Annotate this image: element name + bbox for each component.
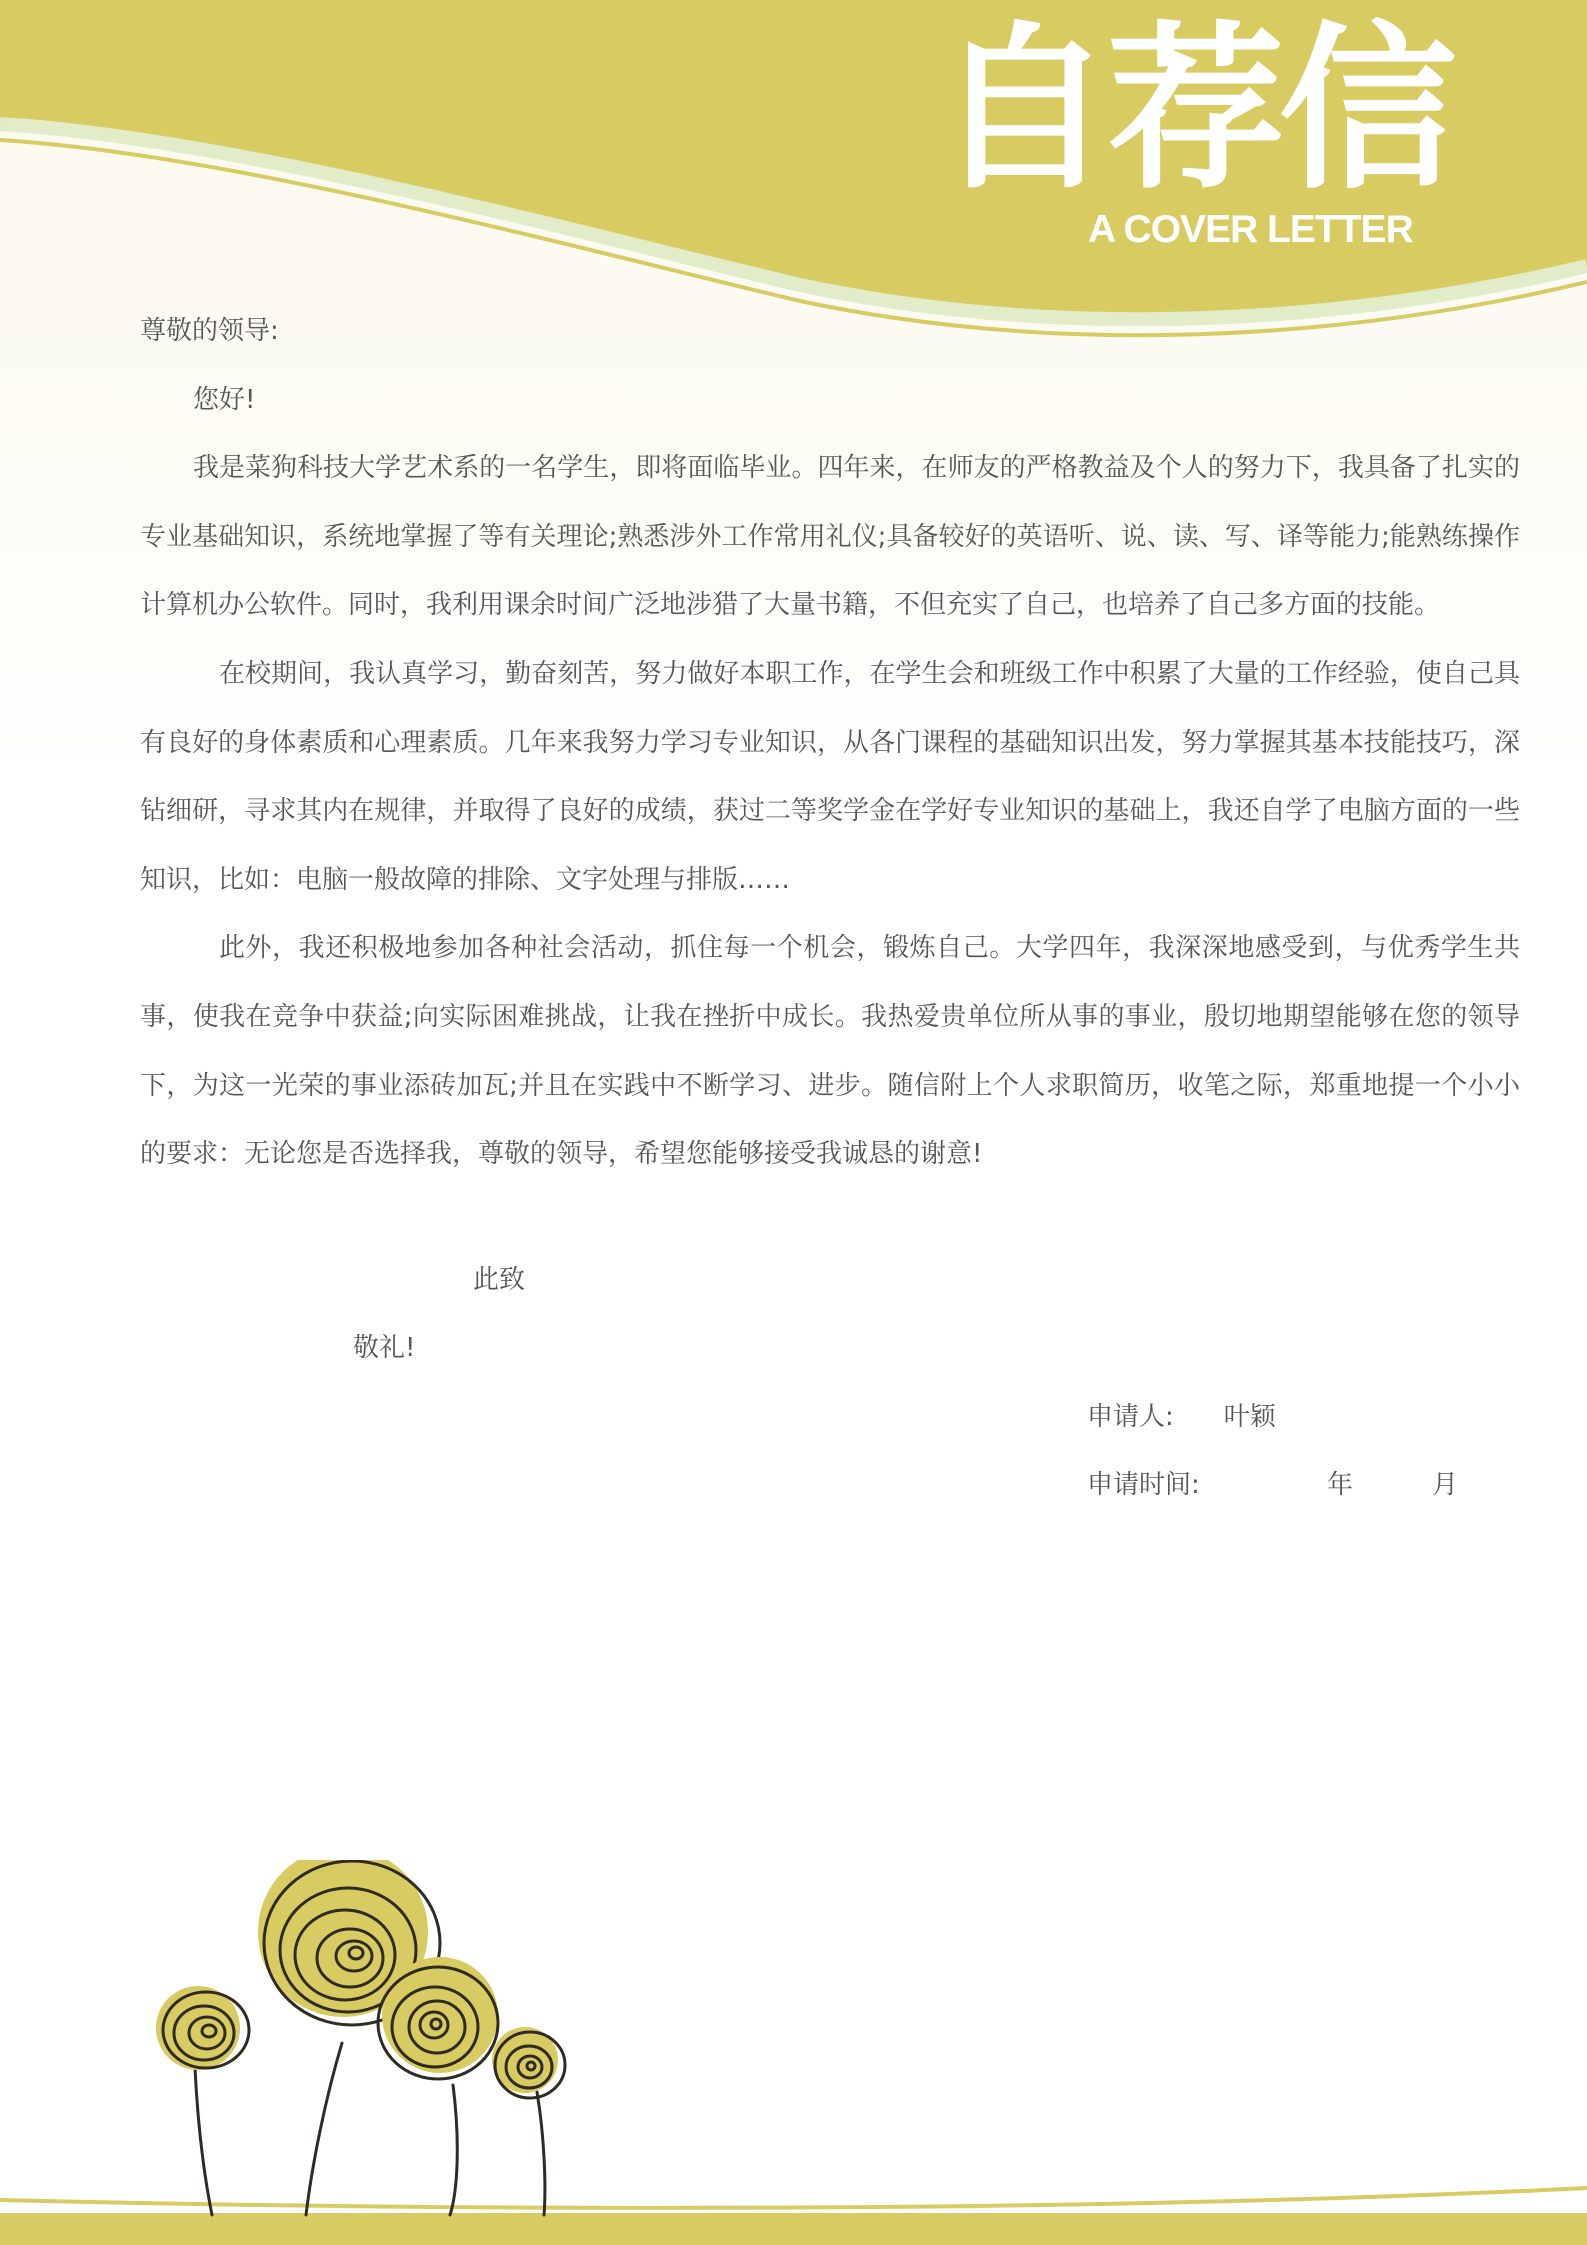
- flower-small-left: [156, 1986, 249, 2070]
- ground-wave: [0, 2188, 1587, 2245]
- paragraph-3: 此外，我还积极地参加各种社会活动，抓住每一个机会，锻炼自己。大学四年，我深深地感受到，与优秀学生共事，使我在竞争中获益;向实际困难挑战，让我在挫折中成长。我热爱贵单位所从事的事业，殷切地期望能够在您的领导下，为这一光荣的事业添砖加瓦;并且在实践中不断学习、进步。随信附上个人求职简历，收笔之际，郑重地提一个小小的要求：无论您是否选择我，尊敬的领导，希望您能够接受我诚恳的谢意!: [140, 933, 1520, 1170]
- salutation: 尊敬的领导:: [140, 316, 279, 346]
- flower-illustration: [0, 1860, 1587, 2245]
- paragraph-2: 在校期间，我认真学习，勤奋刻苦，努力做好本职工作，在学生会和班级工作中积累了大量的工作经验，使自己具有良好的身体素质和心理素质。几年来我努力学习专业知识，从各门课程的基础知识出发，努力掌握其基本技能技巧，深钻细研，寻求其内在规律，并取得了良好的成绩，获过二等奖学金在学好专业知识的基础上，我还自学了电脑方面的一些知识，比如：电脑一般故障的排除、文字处理与排版……: [140, 658, 1520, 895]
- applicant-line: [1087, 1383, 1276, 1451]
- date-label: 申请时间:: [1087, 1470, 1200, 1500]
- letter-title-chinese: 自荐信: [935, 4, 1451, 213]
- flower-small-right: [492, 2027, 565, 2098]
- year-label: 年: [1327, 1470, 1354, 1500]
- closing-phrase: 此致: [473, 1265, 526, 1295]
- application-date-line: [1087, 1451, 1459, 1519]
- month-label: 月: [1432, 1470, 1459, 1500]
- greeting: 您好!: [193, 384, 256, 415]
- regards: 敬礼!: [353, 1333, 416, 1363]
- letter-title-english: A COVER LETTER: [1088, 208, 1413, 251]
- letter-body: [140, 297, 1520, 1189]
- applicant-label: 申请人:: [1087, 1402, 1174, 1432]
- applicant-name: 叶颖: [1223, 1402, 1276, 1432]
- flower-stems: [195, 2043, 545, 2215]
- paragraph-1: 我是菜狗科技大学艺术系的一名学生，即将面临毕业。四年来，在师友的严格教益及个人的努力下，我具备了扎实的专业基础知识，系统地掌握了等有关理论;熟悉涉外工作常用礼仪;具备较好的英语听、说、读、写、译等能力;能熟练操作计算机办公软件。同时，我利用课余时间广泛地涉猎了大量书籍，不但充实了自己，也培养了自己多方面的技能。: [140, 453, 1520, 621]
